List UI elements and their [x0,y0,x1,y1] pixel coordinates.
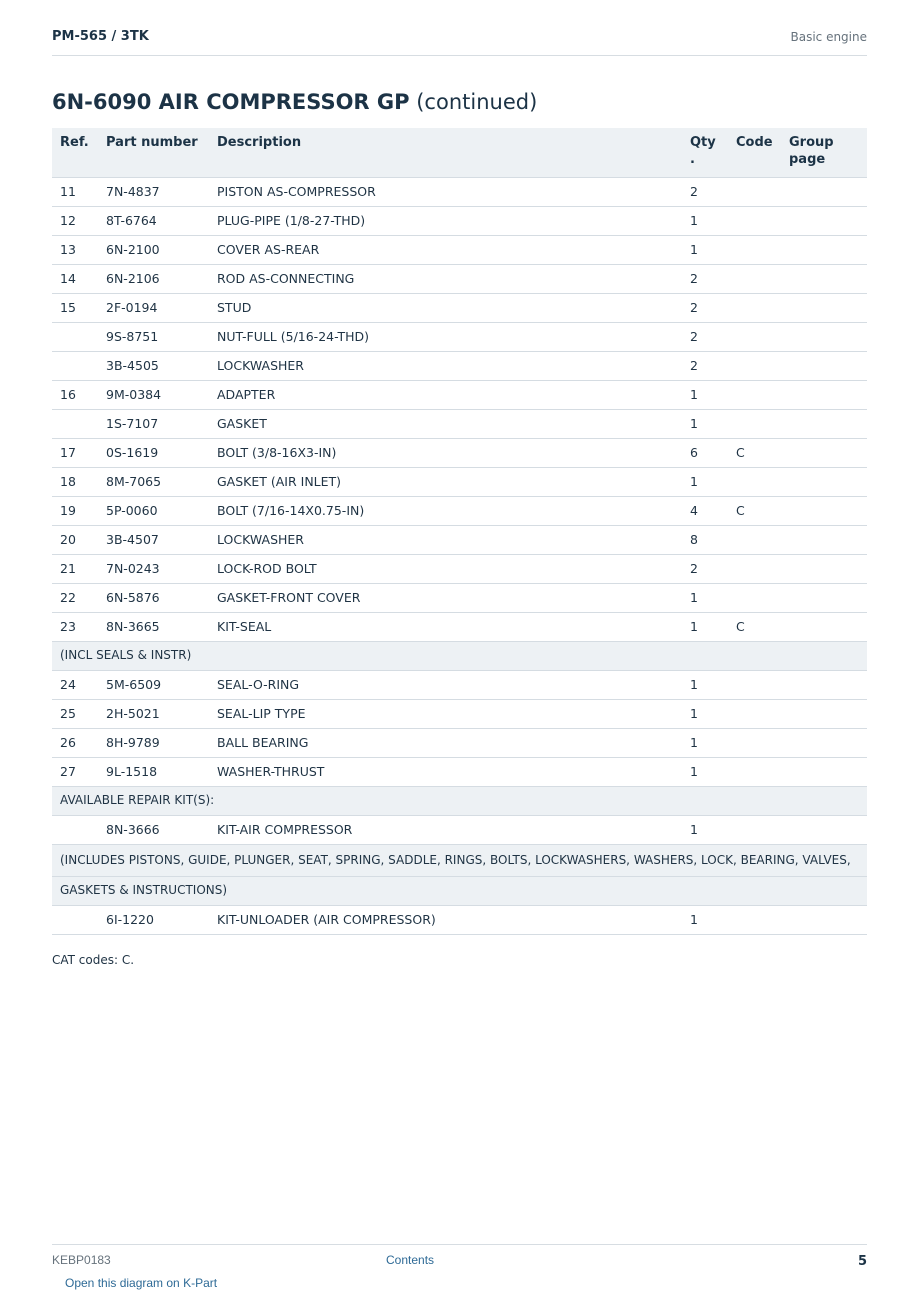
table-row [52,757,867,786]
qty-cell: 1 [682,728,728,757]
description-cell: KIT-SEAL [209,612,682,641]
qty-cell: 1 [682,235,728,264]
description-cell: BOLT (7/16-14X0.75-IN) [209,496,682,525]
col-header-part-number: Part number [98,128,209,177]
code-cell [728,322,781,351]
section-label: Basic engine [790,30,867,44]
qty-cell: 1 [682,206,728,235]
table-row [52,438,867,467]
description-cell: GASKET-FRONT COVER [209,583,682,612]
page-number: 5 [857,1254,867,1269]
qty-cell: 2 [682,264,728,293]
table-note-row [52,786,867,815]
qty-cell: 2 [682,177,728,206]
col-header-description: Description [209,128,682,177]
note-text: GASKETS & INSTRUCTIONS) [52,876,867,905]
part-number-cell: 8N-3666 [98,815,209,844]
code-cell [728,728,781,757]
description-cell: STUD [209,293,682,322]
code-cell [728,293,781,322]
group-page-cell [781,496,867,525]
qty-cell: 6 [682,438,728,467]
table-note-row [52,641,867,670]
group-page-cell [781,177,867,206]
contents-link[interactable]: Contents [386,1253,435,1267]
qty-cell: 1 [682,757,728,786]
group-page-cell [781,699,867,728]
qty-cell: 4 [682,496,728,525]
description-cell: BALL BEARING [209,728,682,757]
table-row [52,351,867,380]
group-page-cell [781,235,867,264]
group-page-cell [781,583,867,612]
ref-cell: 21 [52,554,98,583]
table-row [52,728,867,757]
description-cell: COVER AS-REAR [209,235,682,264]
code-cell [728,177,781,206]
description-cell: GASKET (AIR INLET) [209,467,682,496]
description-cell: BOLT (3/8-16X3-IN) [209,438,682,467]
code-cell [728,467,781,496]
group-page-cell [781,409,867,438]
group-page-cell [781,438,867,467]
code-cell [728,380,781,409]
page-footer [52,1244,867,1274]
part-number-cell: 2F-0194 [98,293,209,322]
qty-cell: 2 [682,322,728,351]
note-text: (INCLUDES PISTONS, GUIDE, PLUNGER, SEAT, SPRING, SADDLE, RINGS, BOLTS, LOCKWASHERS, WASHERS, LOCK, BEARING, VALVES, [52,844,867,876]
group-page-cell [781,380,867,409]
code-cell [728,905,781,934]
col-header-ref: Ref. [52,128,98,177]
table-row [52,409,867,438]
table-row [52,554,867,583]
qty-cell: 8 [682,525,728,554]
table-row [52,293,867,322]
group-page-cell [781,351,867,380]
part-number-cell: 8H-9789 [98,728,209,757]
description-cell: NUT-FULL (5/16-24-THD) [209,322,682,351]
code-cell: C [728,496,781,525]
code-cell [728,554,781,583]
note-text: AVAILABLE REPAIR KIT(S): [52,786,867,815]
qty-cell: 1 [682,815,728,844]
ref-cell [52,409,98,438]
description-cell: PISTON AS-COMPRESSOR [209,177,682,206]
table-row [52,264,867,293]
part-number-cell: 8M-7065 [98,467,209,496]
qty-cell: 2 [682,351,728,380]
part-number-cell: 3B-4505 [98,351,209,380]
qty-cell: 2 [682,554,728,583]
group-page-cell [781,554,867,583]
part-number-cell: 9L-1518 [98,757,209,786]
group-page-cell [781,293,867,322]
table-note-row [52,844,867,876]
table-row [52,670,867,699]
ref-cell: 11 [52,177,98,206]
group-page-cell [781,612,867,641]
parts-table [52,128,867,935]
group-page-cell [781,264,867,293]
ref-cell: 15 [52,293,98,322]
table-row [52,380,867,409]
ref-cell [52,322,98,351]
ref-cell: 13 [52,235,98,264]
table-row [52,177,867,206]
open-kpart-link[interactable]: Open this diagram on K-Part [65,1276,218,1290]
ref-cell [52,905,98,934]
ref-cell: 20 [52,525,98,554]
description-cell: SEAL-LIP TYPE [209,699,682,728]
group-page-cell [781,728,867,757]
part-number-cell: 3B-4507 [98,525,209,554]
qty-cell: 1 [682,583,728,612]
description-cell: LOCKWASHER [209,525,682,554]
group-page-cell [781,322,867,351]
col-header-group-page: Group page [781,128,867,177]
code-cell [728,815,781,844]
table-row [52,815,867,844]
group-page-cell [781,757,867,786]
code-cell [728,351,781,380]
qty-cell: 1 [682,699,728,728]
description-cell: PLUG-PIPE (1/8-27-THD) [209,206,682,235]
page-header [52,29,867,56]
code-cell [728,235,781,264]
code-cell [728,757,781,786]
ref-cell: 22 [52,583,98,612]
part-number-cell: 8N-3665 [98,612,209,641]
table-note-row [52,876,867,905]
description-cell: SEAL-O-RING [209,670,682,699]
code-cell [728,264,781,293]
description-cell: ROD AS-CONNECTING [209,264,682,293]
group-page-cell [781,525,867,554]
table-row [52,322,867,351]
ref-cell: 24 [52,670,98,699]
ref-cell: 17 [52,438,98,467]
ref-cell: 23 [52,612,98,641]
group-page-cell [781,467,867,496]
table-row [52,583,867,612]
title-suffix: (continued) [416,90,538,114]
qty-cell: 1 [682,409,728,438]
part-number-cell: 8T-6764 [98,206,209,235]
description-cell: GASKET [209,409,682,438]
parts-table-body [52,177,867,934]
part-number-cell: 9M-0384 [98,380,209,409]
qty-cell: 1 [682,905,728,934]
col-header-qty: Qty . [682,128,728,177]
part-number-cell: 6I-1220 [98,905,209,934]
ref-cell: 27 [52,757,98,786]
group-page-cell [781,905,867,934]
part-number-cell: 1S-7107 [98,409,209,438]
col-header-code: Code [728,128,781,177]
group-title: 6N-6090 AIR COMPRESSOR GP [52,90,410,114]
description-cell: KIT-UNLOADER (AIR COMPRESSOR) [209,905,682,934]
table-row [52,699,867,728]
ref-cell [52,815,98,844]
code-cell [728,670,781,699]
part-number-cell: 6N-2100 [98,235,209,264]
table-row [52,206,867,235]
note-text: (INCL SEALS & INSTR) [52,641,867,670]
description-cell: LOCK-ROD BOLT [209,554,682,583]
ref-cell: 25 [52,699,98,728]
ref-cell: 14 [52,264,98,293]
qty-cell: 1 [682,612,728,641]
code-cell [728,699,781,728]
part-number-cell: 6N-5876 [98,583,209,612]
ref-cell [52,351,98,380]
description-cell: WASHER-THRUST [209,757,682,786]
table-row [52,525,867,554]
table-row [52,467,867,496]
part-number-cell: 9S-8751 [98,322,209,351]
ref-cell: 12 [52,206,98,235]
code-cell [728,525,781,554]
group-page-cell [781,670,867,699]
ref-cell: 18 [52,467,98,496]
part-number-cell: 5P-0060 [98,496,209,525]
document-id: KEBP0183 [52,1253,111,1267]
code-cell [728,206,781,235]
description-cell: KIT-AIR COMPRESSOR [209,815,682,844]
table-row [52,905,867,934]
group-page-cell [781,206,867,235]
part-number-cell: 6N-2106 [98,264,209,293]
ref-cell: 19 [52,496,98,525]
code-cell [728,583,781,612]
part-number-cell: 0S-1619 [98,438,209,467]
ref-cell: 26 [52,728,98,757]
table-row [52,612,867,641]
code-cell [728,409,781,438]
qty-cell: 2 [682,293,728,322]
qty-cell: 1 [682,380,728,409]
qty-cell: 1 [682,670,728,699]
page-title [52,90,537,114]
description-cell: ADAPTER [209,380,682,409]
part-number-cell: 7N-0243 [98,554,209,583]
group-page-cell [781,815,867,844]
table-row [52,496,867,525]
part-number-cell: 7N-4837 [98,177,209,206]
table-header-row [52,128,867,177]
table-row [52,235,867,264]
part-number-cell: 2H-5021 [98,699,209,728]
ref-cell: 16 [52,380,98,409]
part-number-cell: 5M-6509 [98,670,209,699]
cat-codes-note: CAT codes: C. [52,953,135,967]
code-cell: C [728,438,781,467]
qty-cell: 1 [682,467,728,496]
code-cell: C [728,612,781,641]
description-cell: LOCKWASHER [209,351,682,380]
model-label: PM-565 / 3TK [52,29,149,44]
